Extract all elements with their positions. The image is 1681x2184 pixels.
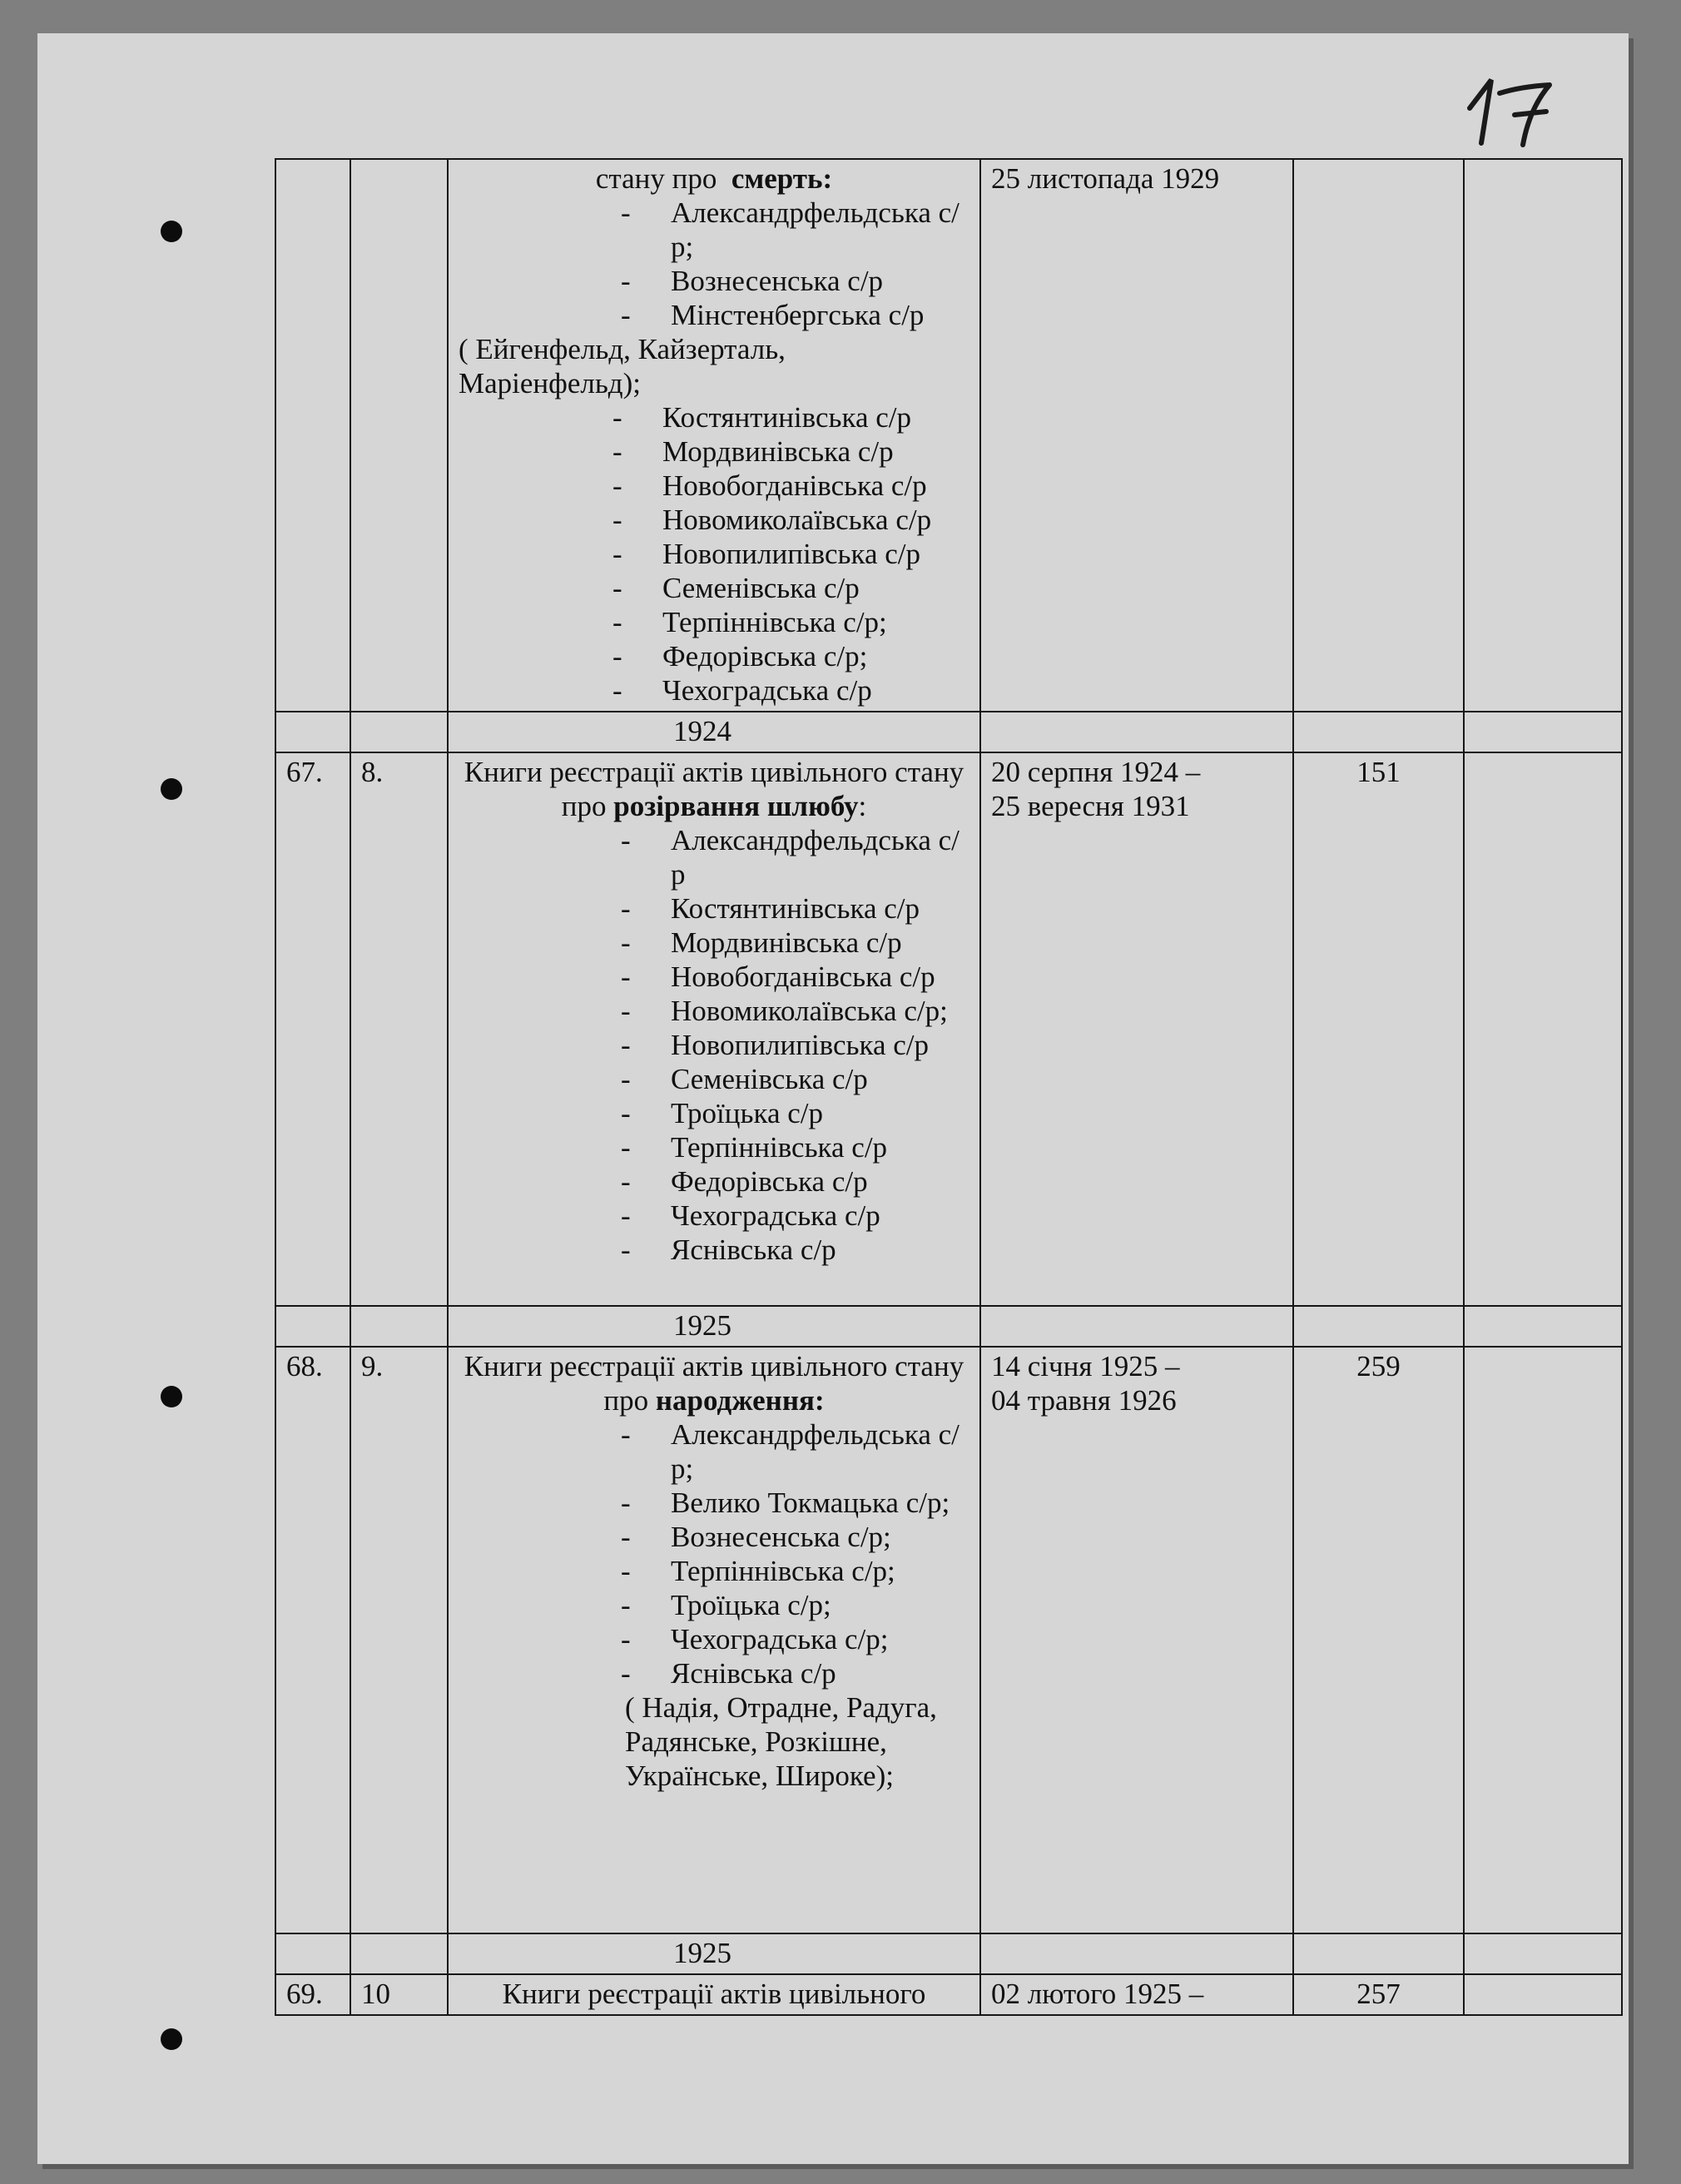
dates-cell: 25 листопада 1929	[980, 159, 1293, 712]
list-item: - Семенівська с/р	[459, 1062, 969, 1096]
list-item: - Новомиколаївська с/р;	[459, 994, 969, 1028]
notes-cell	[1464, 1347, 1622, 1933]
village-council-list	[459, 196, 969, 332]
dates-cell: 02 лютого 1925 –	[980, 1974, 1293, 2015]
list-item: - Мордвинівська с/р	[459, 926, 969, 960]
list-item: - Яснівська с/р	[459, 1656, 969, 1690]
list-item: - Костянтинівська с/р	[459, 891, 969, 926]
handwritten-page-number-mark	[1463, 75, 1563, 150]
sub-number-cell: 10	[350, 1974, 448, 2015]
list-item: - Велико Токмацька с/р;	[459, 1486, 969, 1520]
list-item: - Александрфельдська с/р	[459, 823, 969, 891]
count-cell	[1293, 159, 1464, 712]
list-item: - Новопилипівська с/р	[459, 537, 969, 571]
year-row	[275, 712, 1622, 752]
sub-number-cell	[350, 159, 448, 712]
count-cell: 257	[1293, 1974, 1464, 2015]
notes-cell	[1464, 1974, 1622, 2015]
description-lead: стану про смерть:	[595, 162, 833, 195]
list-item: - Новомиколаївська с/р	[459, 503, 969, 537]
table-row	[275, 1347, 1622, 1933]
count-cell: 151	[1293, 752, 1464, 1306]
year-label: 1925	[448, 1306, 980, 1347]
description-lead: Книги реєстрації актів цивільного стану про народження:	[464, 1350, 964, 1417]
village-council-list	[459, 1417, 969, 1690]
punch-hole	[161, 1386, 182, 1407]
list-item: - Троїцька с/р	[459, 1096, 969, 1130]
list-item: - Чехоградська с/р	[459, 1199, 969, 1233]
list-item: - Терпіннівська с/р;	[459, 605, 969, 639]
notes-cell	[1464, 159, 1622, 712]
list-item: - Федорівська с/р	[459, 1164, 969, 1199]
list-item: - Яснівська с/р	[459, 1233, 969, 1267]
description-lead: Книги реєстрації актів цивільного стану про розірвання шлюбу:	[464, 756, 964, 822]
list-item: - Троїцька с/р;	[459, 1588, 969, 1622]
description-cell: Книги реєстрації актів цивільного	[448, 1974, 980, 2015]
table-row	[275, 1974, 1622, 2015]
list-item: - Новобогданівська с/р	[459, 469, 969, 503]
sub-number-cell: 8.	[350, 752, 448, 1306]
list-item: - Новопилипівська с/р	[459, 1028, 969, 1062]
list-item: - Мордвинівська с/р	[459, 434, 969, 469]
handwritten-page-number	[1463, 75, 1563, 158]
punch-hole	[161, 2028, 182, 2050]
list-item: - Терпіннівська с/р;	[459, 1554, 969, 1588]
list-item: - Терпіннівська с/р	[459, 1130, 969, 1164]
row-number-cell: 67.	[275, 752, 350, 1306]
list-item: - Александрфельдська с/р;	[459, 1417, 969, 1486]
year-row	[275, 1306, 1622, 1347]
settlement-note: ( Ейгенфельд, Кайзерталь, Маріенфельд);	[459, 333, 786, 400]
description-cell	[448, 752, 980, 1306]
year-label: 1924	[448, 712, 980, 752]
list-item: - Александрфельдська с/р;	[459, 196, 969, 264]
list-item: - Чехоградська с/р;	[459, 1622, 969, 1656]
settlement-note: ( Надія, Отрадне, Радуга, Радянське, Розкішне, Українське, Широке);	[625, 1691, 937, 1792]
table-row	[275, 752, 1622, 1306]
sub-number-cell: 9.	[350, 1347, 448, 1933]
inventory-table	[275, 158, 1623, 2016]
dates-cell: 14 січня 1925 – 04 травня 1926	[980, 1347, 1293, 1933]
list-item: - Мінстенбергська с/р	[459, 298, 969, 332]
village-council-list	[459, 400, 969, 707]
row-number-cell: 69.	[275, 1974, 350, 2015]
year-row	[275, 1933, 1622, 1974]
list-item: - Федорівська с/р;	[459, 639, 969, 673]
list-item: - Новобогданівська с/р	[459, 960, 969, 994]
count-cell: 259	[1293, 1347, 1464, 1933]
table-row	[275, 159, 1622, 712]
punch-hole	[161, 221, 182, 242]
row-number-cell: 68.	[275, 1347, 350, 1933]
row-number-cell	[275, 159, 350, 712]
punch-hole	[161, 778, 182, 800]
list-item: - Вознесенська с/р;	[459, 1520, 969, 1554]
dates-cell: 20 серпня 1924 – 25 вересня 1931	[980, 752, 1293, 1306]
list-item: - Чехоградська с/р	[459, 673, 969, 707]
description-cell	[448, 159, 980, 712]
list-item: - Семенівська с/р	[459, 571, 969, 605]
year-label: 1925	[448, 1933, 980, 1974]
list-item: - Вознесенська с/р	[459, 264, 969, 298]
description-cell	[448, 1347, 980, 1933]
list-item: - Костянтинівська с/р	[459, 400, 969, 434]
village-council-list	[459, 823, 969, 1267]
notes-cell	[1464, 752, 1622, 1306]
